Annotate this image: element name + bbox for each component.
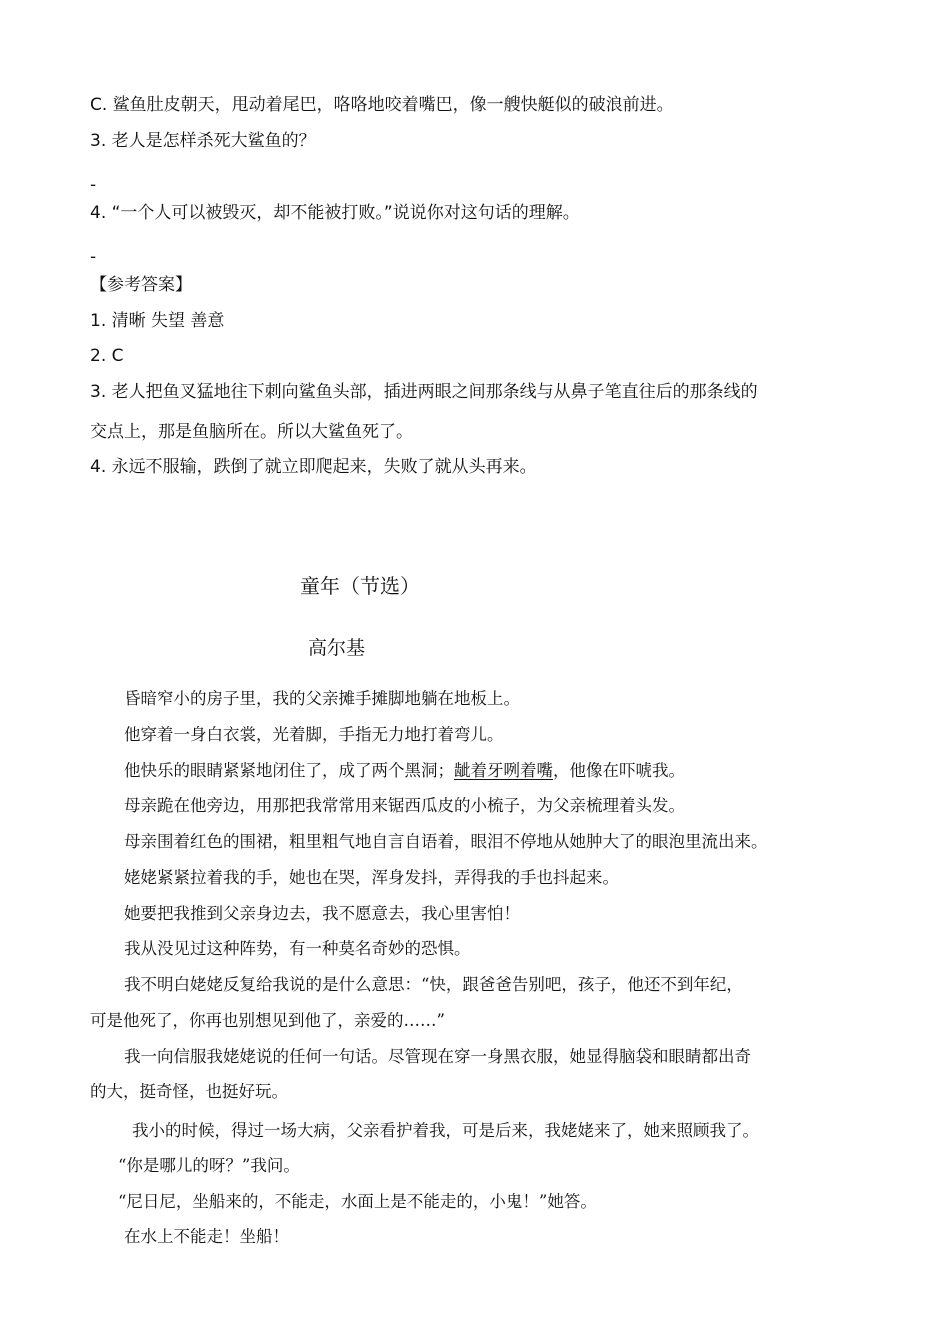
paragraph-6: 姥姥紧紧拉着我的手，她也在哭，浑身发抖，弄得我的手也抖起来。: [124, 868, 619, 887]
answers-header: 【参考答案】: [90, 275, 192, 295]
answer-blank-4: -: [90, 247, 97, 267]
paragraph-9-line-2: 可是他死了，你再也别想见到他了，亲爱的……”: [90, 1011, 445, 1030]
paragraph-13: “尼日尼，坐船来的，不能走，水面上是不能走的，小鬼！”她答。: [118, 1192, 597, 1211]
paragraph-10-line-1: 我一向信服我姥姥说的任何一句话。尽管现在穿一身黑衣服，她显得脑袋和眼睛都出奇: [124, 1047, 751, 1066]
paragraph-3-text-b: ，他像在吓唬我。: [553, 761, 685, 780]
paragraph-1: 昏暗窄小的房子里，我的父亲摊手摊脚地躺在地板上。: [124, 689, 520, 708]
paragraph-7: 她要把我推到父亲身边去，我不愿意去，我心里害怕！: [124, 904, 520, 923]
answer-2: 2. C: [90, 346, 124, 366]
paragraph-5: 母亲围着红色的围裙，粗里粗气地自言自语着，眼泪不停地从她肿大了的眼泡里流出来。: [124, 832, 768, 851]
question-3: 3. 老人是怎样杀死大鲨鱼的？: [90, 131, 316, 151]
option-c: C. 鲨鱼肚皮朝天，甩动着尾巴，咯咯地咬着嘴巴，像一艘快艇似的破浪前进。: [90, 95, 674, 115]
paragraph-11: 我小的时候，得过一场大病，父亲看护着我，可是后来，我姥姥来了，她来照顾我了。: [132, 1121, 759, 1140]
paragraph-3-text-a: 他快乐的眼睛紧紧地闭住了，成了两个黑洞；: [124, 761, 454, 780]
paragraph-9-line-1: 我不明白姥姥反复给我说的是什么意思：“快，跟爸爸告别吧，孩子，他还不到年纪，: [124, 975, 743, 994]
answer-3-line-2: 交点上，那是鱼脑所在。所以大鲨鱼死了。: [90, 422, 413, 442]
paragraph-12: “你是哪儿的呀？”我问。: [118, 1156, 300, 1175]
paragraph-8: 我从没见过这种阵势，有一种莫名奇妙的恐惧。: [124, 939, 471, 958]
answer-blank-3: -: [90, 175, 97, 195]
underlined-phrase: 龇着牙咧着嘴: [454, 761, 553, 780]
paragraph-10-line-2: 的大，挺奇怪，也挺好玩。: [90, 1082, 288, 1101]
paragraph-2: 他穿着一身白衣裳，光着脚，手指无力地打着弯儿。: [124, 725, 504, 744]
story-title: 童年（节选）: [300, 574, 420, 598]
paragraph-4: 母亲跪在他旁边，用那把我常常用来锯西瓜皮的小梳子，为父亲梳理着头发。: [124, 796, 685, 815]
answer-3-line-1: 3. 老人把鱼叉猛地往下刺向鲨鱼头部，插进两眼之间那条线与从鼻子笔直往后的那条线的: [90, 382, 758, 402]
story-author: 高尔基: [308, 637, 366, 659]
answer-4: 4. 永远不服输，跌倒了就立即爬起来，失败了就从头再来。: [90, 457, 537, 477]
paragraph-14: 在水上不能走！坐船！: [124, 1227, 289, 1246]
paragraph-3: [124, 760, 685, 782]
answer-1: 1. 清晰 失望 善意: [90, 311, 225, 331]
question-4: 4. “一个人可以被毁灭，却不能被打败。”说说你对这句话的理解。: [90, 203, 580, 223]
